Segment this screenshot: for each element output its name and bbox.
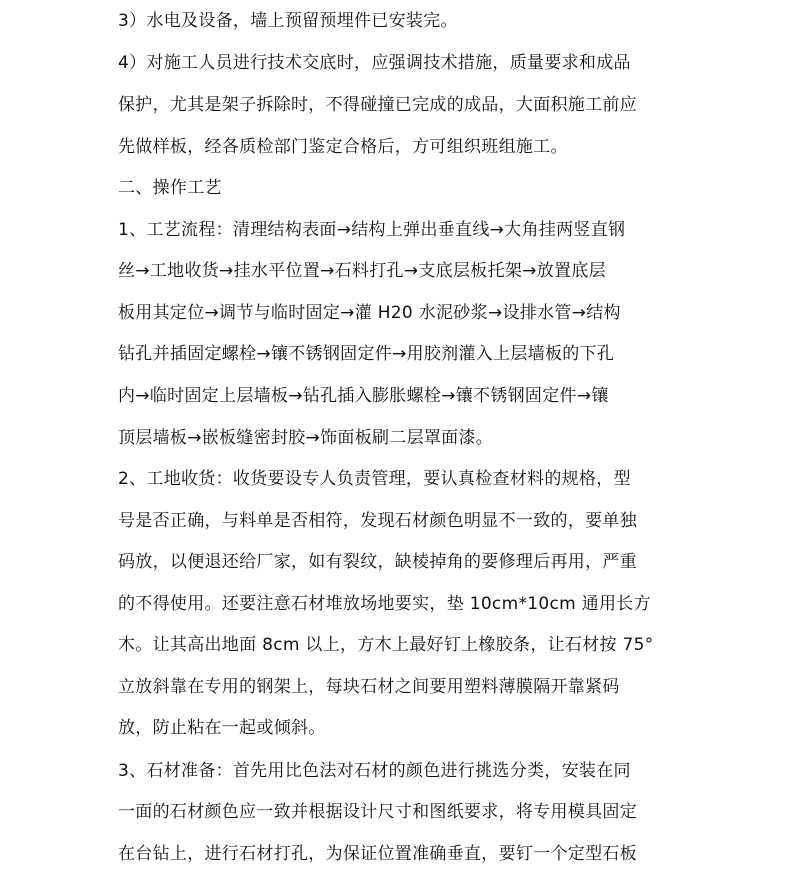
text-line: 立放斜靠在专用的钢架上，每块石材之间要用塑料薄膜隔开靠紧码 [118,677,620,697]
text-line: 丝→工地收货→挂水平位置→石料打孔→支底层板托架→放置底层 [118,261,606,281]
text-line: 板用其定位→调节与临时固定→灌 H20 水泥砂浆→设排水管→结构 [118,303,621,323]
text-line: 内→临时固定上层墙板→钻孔插入膨胀螺栓→镶不锈钢固定件→镶 [118,386,609,406]
text-line: 3）水电及设备，墙上预留预埋件已安装完。 [118,11,458,31]
text-line: 的不得使用。还要注意石材堆放场地要实，垫 10cm*10cm 通用长方 [118,594,651,614]
text-line: 钻孔并插固定螺栓→镶不锈钢固定件→用胶剂灌入上层墙板的下孔 [118,344,615,364]
text-line: 顶层墙板→嵌板缝密封胶→饰面板刷二层罩面漆。 [118,428,494,448]
text-line: 1、工艺流程：清理结构表面→结构上弹出垂直线→大角挂两竖直钢 [118,220,626,240]
text-line: 码放，以便退还给厂家，如有裂纹，缺棱掉角的要修理后再用，严重 [118,552,637,572]
text-line: 在台钻上，进行石材打孔，为保证位置准确垂直，要钉一个定型石板 [118,844,637,864]
text-line: 先做样板，经各质检部门鉴定合格后，方可组织班组施工。 [118,137,568,157]
text-line: 3、石材准备：首先用比色法对石材的颜色进行挑选分类，安装在同 [118,761,631,781]
text-line: 号是否正确，与料单是否相符，发现石材颜色明显不一致的，要单独 [118,511,637,531]
text-line: 2、工地收货：收货要设专人负责管理，要认真检查材料的规格，型 [118,469,631,489]
text-line: 4）对施工人员进行技术交底时，应强调技术措施，质量要求和成品 [118,53,631,73]
text-line: 一面的石材颜色应一致并根据设计尺寸和图纸要求，将专用模具固定 [118,802,637,822]
text-line: 保护，尤其是架子拆除时，不得碰撞已完成的成品，大面积施工前应 [118,95,637,115]
text-line: 木。让其高出地面 8cm 以上，方木上最好钉上橡胶条，让石材按 75° [118,635,654,655]
section-heading: 二、操作工艺 [118,178,222,198]
text-line: 放，防止粘在一起或倾斜。 [118,718,326,738]
